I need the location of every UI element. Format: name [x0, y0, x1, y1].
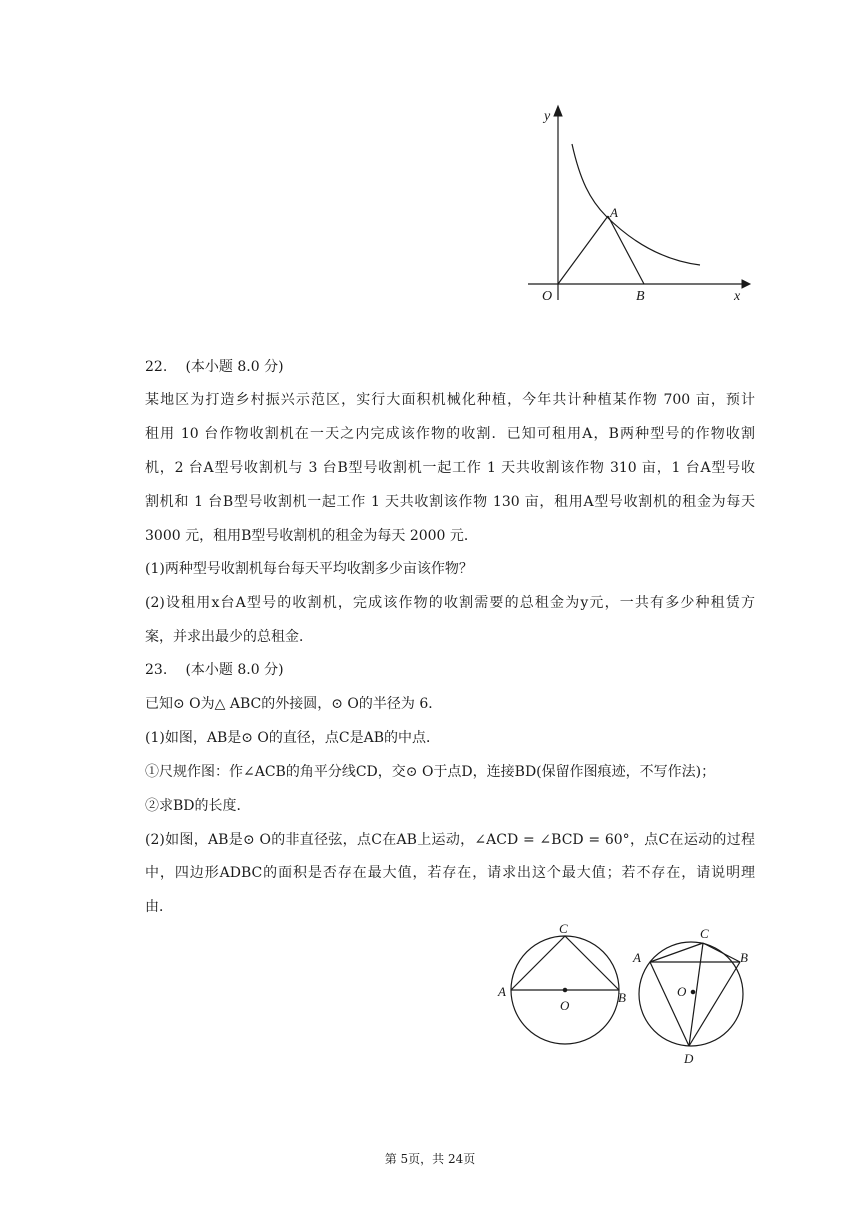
center-dot-left — [563, 988, 567, 992]
label-d-right: D — [684, 1051, 694, 1066]
q22-part-1: (1)两种型号收割机每台每天平均收割多少亩该作物？ — [145, 561, 473, 577]
label-x: x — [734, 289, 741, 304]
chord-ac-left — [511, 936, 565, 990]
q23-part-2-cont: 中，四边形ADBC的面积是否存在最大值，若存在，请求出这个最大值；若不存在，请说明理 — [145, 865, 755, 881]
chord-cd-right — [689, 943, 703, 1046]
label-b-right: B — [740, 950, 748, 965]
y-axis-arrow — [554, 106, 562, 116]
page-footer: 第 5页，共 24页 — [384, 1152, 476, 1166]
q23-score: (本小题 8.0 分) — [185, 662, 284, 678]
chord-bc-right — [703, 943, 740, 962]
label-o: O — [542, 289, 553, 304]
label-a: A — [610, 205, 618, 220]
q22-line-4: 割机和 1 台B型号收割机一起工作 1 天共收割该作物 130 亩，租用A型号收割机的租金为每天 — [145, 494, 755, 510]
q22-line-5: 3000 元，租用B型号收割机的租金为每天 2000 元． — [145, 528, 478, 544]
circle-figure-left — [497, 921, 626, 1044]
q23-part-1: (1)如图，AB是⊙ O的直径，点C是AB的中点． — [145, 730, 440, 746]
chord-bc-left — [565, 936, 619, 990]
q22-number: 22. — [145, 359, 168, 375]
label-a-right: A — [633, 950, 641, 965]
label-b-left: B — [618, 990, 626, 1005]
q22-line-1: 某地区为打造乡村振兴示范区，实行大面积机械化种植，今年共计种植某作物 700 亩，预计 — [145, 392, 755, 408]
inverse-function-graph — [520, 100, 760, 315]
q22-line-3: 机，2 台A型号收割机与 3 台B型号收割机一起工作 1 天共收割该作物 310 亩，1 台A型号收 — [145, 460, 755, 476]
q23-line-1: 已知⊙ O为△ ABC的外接圆，⊙ O的半径为 6． — [145, 696, 443, 712]
label-a-left: A — [498, 984, 506, 999]
circle-figures — [495, 918, 760, 1068]
q23-part-1-step-2: ②求BD的长度． — [145, 798, 251, 814]
q23-header — [145, 659, 284, 679]
label-c-right: C — [700, 926, 709, 941]
center-dot-right — [691, 990, 695, 994]
q23-number: 23. — [145, 662, 168, 678]
q22-header — [145, 356, 284, 376]
hyperbola-curve — [572, 144, 700, 265]
label-c-left: C — [559, 921, 568, 936]
label-o-right: O — [677, 984, 687, 999]
circle-figure-right — [632, 926, 748, 1066]
q22-score: (本小题 8.0 分) — [185, 359, 284, 375]
chord-bd-right — [689, 962, 740, 1046]
label-y: y — [544, 109, 551, 124]
chord-ac-right — [650, 943, 703, 962]
segment-ab — [608, 216, 644, 284]
q23-part-1-step-1: ①尺规作图：作∠ACB的角平分线CD，交⊙ O于点D，连接BD(保留作图痕迹，不写作法)； — [145, 764, 716, 780]
q23-part-2: (2)如图，AB是⊙ O的非直径弦，点C在AB上运动，∠ACD = ∠BCD = 60°，点C在运动的过程 — [145, 832, 755, 848]
q23-part-2-end: 由． — [145, 899, 173, 915]
segment-oa — [558, 216, 608, 284]
chord-ad-right — [650, 962, 689, 1046]
q22-part-2: (2)设租用x台A型号的收割机，完成该作物的收割需要的总租金为y元，一共有多少种租赁方 — [145, 595, 755, 611]
q22-part-2-cont: 案，并求出最少的总租金． — [145, 629, 313, 645]
label-o-left: O — [560, 998, 570, 1013]
q22-line-2: 租用 10 台作物收割机在一天之内完成该作物的收割．已知可租用A，B两种型号的作物收割 — [145, 426, 755, 442]
label-b: B — [636, 289, 645, 304]
x-axis-arrow — [742, 280, 750, 288]
